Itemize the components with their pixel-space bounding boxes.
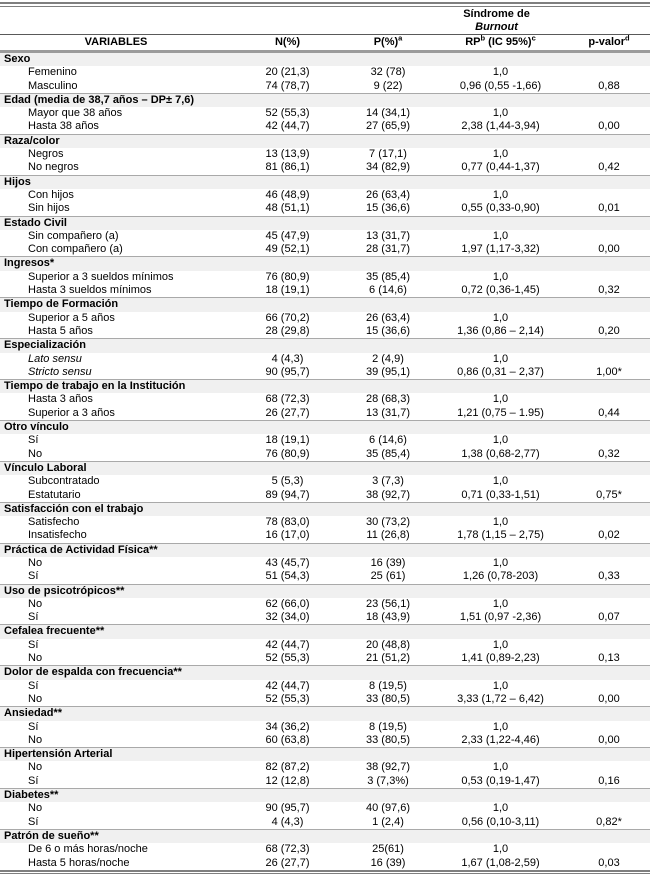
pvalue-cell [568,66,650,79]
pvalue-cell: 0,20 [598,324,620,337]
table-row [0,611,650,625]
table-row [0,721,650,734]
variable-cell: Superior a 3 años [28,406,115,419]
p-cell: 28 (31,7) [365,243,411,256]
table-row [0,230,650,243]
pvalue-cell [568,802,650,815]
spanning-header-spacer [0,7,343,35]
n-cell: 32 (34,0) [265,611,310,624]
p-cell: 27 (65,9) [365,120,411,133]
section-label: Estado Civil [0,216,650,230]
n-cell: 51 (54,3) [265,570,310,583]
p-cell: 26 (63,4) [365,188,411,201]
variable-cell: Mayor que 38 años [28,107,123,120]
section-label: Uso de psicotrópicos** [0,584,650,598]
table-row [0,80,650,94]
p-cell: 8 (19,5) [369,679,407,692]
pvalue-cell: 0,42 [598,161,620,174]
rp-cell: 0,72 (0,36-1,45) [461,284,540,297]
section-header-row [0,93,650,107]
variable-cell: Subcontratado [28,475,100,488]
pvalue-cell [568,107,650,120]
variable-cell: Sí [28,774,39,787]
n-cell: 62 (66,0) [265,597,310,610]
variable-cell: Sí [28,570,39,583]
section-header-row [0,748,650,762]
section-header-row [0,421,650,435]
p-cell: 33 (80,5) [365,733,411,746]
pvalue-cell: 0,01 [598,202,620,215]
pvalue-cell [568,843,650,856]
rp-cell: 0,71 (0,33-1,51) [461,488,540,501]
rp-cell: 1,26 (0,78-203) [462,570,539,583]
table-row [0,598,650,611]
pvalue-cell [568,230,650,243]
rp-cell: 2,33 (1,22-4,46) [461,733,540,746]
section-label: Ansiedad** [0,707,650,721]
p-cell: 16 (39) [370,856,406,869]
pvalue-cell: 0,33 [598,570,620,583]
n-cell: 42 (44,7) [265,679,310,692]
pvalue-cell [568,393,650,406]
table-row [0,529,650,543]
n-cell: 74 (78,7) [265,79,310,92]
n-cell: 16 (17,0) [265,529,310,542]
variable-cell: No [28,733,43,746]
p-cell: 14 (34,1) [365,107,411,120]
pvalue-cell [568,271,650,284]
section-label: Práctica de Actividad Física** [0,543,650,557]
table-row [0,652,650,666]
n-cell: 90 (95,7) [265,802,310,815]
pvalue-cell: 0,02 [598,529,620,542]
p-cell: 8 (19,5) [369,720,407,733]
variable-cell: Negros [28,148,64,161]
pvalue-cell: 1,00* [596,365,622,378]
variable-cell: Sí [28,815,39,828]
table-row [0,189,650,202]
section-label: Patrón de sueño** [0,829,650,843]
rp-cell: 0,86 (0,31 – 2,37) [457,365,544,378]
variable-cell: Sin hijos [28,202,70,215]
n-cell: 4 (4,3) [271,352,304,365]
table-bottom-double-rule [0,870,650,874]
burnout-table [0,7,650,870]
pvalue-cell: 0,32 [598,447,620,460]
table-row [0,516,650,529]
table-row [0,243,650,257]
p-cell: 16 (39) [370,556,406,569]
p-cell: 15 (36,6) [365,202,411,215]
rp-cell: 1,0 [492,556,509,569]
variable-cell: Sí [28,679,39,692]
p-cell: 1 (2,4) [372,815,404,828]
rp-cell: 1,51 (0,97 -2,36) [459,611,542,624]
section-label: Diabetes** [0,789,650,803]
pvalue-cell: 0,44 [598,406,620,419]
section-header-row [0,339,650,353]
n-cell: 5 (5,3) [271,475,304,488]
pvalue-cell [568,353,650,366]
rp-cell: 0,56 (0,10-3,11) [461,815,540,828]
pvalue-cell: 0,00 [598,243,620,256]
variable-cell: No [28,597,43,610]
p-cell: 40 (97,6) [365,802,411,815]
section-label: Otro vínculo [0,421,650,435]
p-cell: 34 (82,9) [365,161,411,174]
pvalue-cell [568,557,650,570]
n-cell: 76 (80,9) [265,447,310,460]
variable-cell: Masculino [28,79,78,92]
column-header-pvalue: p-valor$^d$ [568,35,650,52]
variable-cell: Superior a 3 sueldos mínimos [28,270,174,283]
n-cell: 90 (95,7) [265,365,310,378]
p-cell: 38 (92,7) [365,761,411,774]
table-row [0,161,650,175]
column-header-p: P(%)$^a$ [343,35,433,52]
p-cell: 11 (26,8) [366,529,410,542]
rp-cell: 1,0 [492,352,509,365]
n-cell: 26 (27,7) [265,856,310,869]
p-cell: 3 (7,3) [372,475,404,488]
n-cell: 76 (80,9) [265,270,310,283]
section-header-row [0,52,650,67]
rp-cell: 1,0 [492,188,509,201]
rp-cell: 0,55 (0,33-0,90) [461,202,540,215]
rp-cell: 0,53 (0,19-1,47) [461,774,540,787]
table-row [0,857,650,870]
table-row [0,680,650,693]
pvalue-cell: 0,75* [596,488,622,501]
table-row [0,366,650,380]
table-row [0,775,650,789]
spanning-header-line2: Burnout [475,20,518,33]
section-header-row [0,584,650,598]
p-cell: 6 (14,6) [369,284,407,297]
section-header-row [0,829,650,843]
n-cell: 52 (55,3) [265,692,310,705]
variable-cell: Hasta 3 años [28,393,93,406]
pvalue-cell [568,312,650,325]
n-cell: 20 (21,3) [265,66,310,79]
table-row [0,557,650,570]
rp-cell: 1,0 [492,66,509,79]
p-cell: 2 (4,9) [372,352,404,365]
section-header-row [0,502,650,516]
pvalue-cell: 0,13 [598,652,620,665]
p-cell: 39 (95,1) [365,365,411,378]
table-row [0,570,650,584]
table-row [0,284,650,298]
p-cell: 15 (36,6) [365,324,411,337]
pvalue-cell: 0,16 [598,774,620,787]
section-label: Raza/color [0,134,650,148]
rp-cell: 1,38 (0,68-2,77) [461,447,540,460]
rp-cell: 1,0 [492,638,509,651]
column-header-variables: VARIABLES [0,35,232,52]
table-row [0,353,650,366]
p-cell: 6 (14,6) [369,434,407,447]
rp-cell: 1,0 [492,311,509,324]
table-row [0,107,650,120]
p-cell: 26 (63,4) [365,311,411,324]
section-label: Vínculo Laboral [0,461,650,475]
pvalue-cell [568,761,650,774]
variable-cell: No [28,802,43,815]
rp-cell: 1,0 [492,475,509,488]
column-header-n: N(%) [232,35,343,52]
p-cell: 28 (68,3) [365,393,411,406]
rp-cell: 1,0 [492,434,509,447]
pvalue-cell [568,434,650,447]
spanning-header-row [0,7,650,35]
section-label: Hipertensión Arterial [0,748,650,762]
pvalue-cell [568,721,650,734]
table-row [0,434,650,447]
n-cell: 52 (55,3) [265,652,310,665]
n-cell: 68 (72,3) [265,393,310,406]
variable-cell: No [28,447,43,460]
variable-cell: No [28,652,43,665]
n-cell: 4 (4,3) [271,815,304,828]
section-header-row [0,134,650,148]
variable-cell: No [28,761,43,774]
pvalue-cell [568,475,650,488]
pvalue-cell: 0,07 [598,611,620,624]
pvalue-cell: 0,00 [598,692,620,705]
p-cell: 25(61) [372,843,404,856]
p-cell: 3 (7,3%) [367,774,409,787]
column-header-rp: $RP^b$ (IC 95%)$^c$ [433,35,568,52]
pvalue-cell: 0,03 [598,856,620,869]
table-row [0,734,650,748]
section-label: Sexo [0,52,650,67]
section-label: Cefalea frecuente** [0,625,650,639]
n-cell: 49 (52,1) [265,243,310,256]
table-row [0,325,650,339]
table-row [0,761,650,774]
pvalue-cell [568,148,650,161]
variable-cell: Hasta 5 años [28,324,93,337]
variable-cell: Hasta 5 horas/noche [28,856,130,869]
p-cell: 35 (85,4) [365,270,411,283]
pvalue-cell [568,639,650,652]
rp-cell: 3,33 (1,72 – 6,42) [457,692,544,705]
rp-cell: 1,0 [492,802,509,815]
n-cell: 68 (72,3) [265,843,310,856]
table-row [0,312,650,325]
variable-cell: Femenino [28,66,77,79]
table-row [0,475,650,488]
rp-cell: 0,77 (0,44-1,37) [461,161,540,174]
rp-cell: 1,0 [492,761,509,774]
section-header-row [0,175,650,189]
section-header-row [0,625,650,639]
rp-cell: 2,38 (1,44-3,94) [461,120,540,133]
section-header-row [0,380,650,394]
variable-cell: Hasta 38 años [28,120,99,133]
p-cell: 33 (80,5) [365,692,411,705]
n-cell: 42 (44,7) [265,120,310,133]
rp-cell: 1,0 [492,597,509,610]
superscript-a: a [398,33,403,43]
table-row [0,393,650,406]
variable-cell: No [28,556,43,569]
rp-cell: 0,96 (0,55 -1,66) [459,79,542,92]
variable-cell: Superior a 5 años [28,311,115,324]
table-row [0,448,650,462]
table-row [0,693,650,707]
pvalue-cell: 0,32 [598,284,620,297]
column-header-row [0,35,650,52]
table-body [0,52,650,870]
variable-cell: Satisfecho [28,516,80,529]
pvalue-cell: 0,82* [596,815,622,828]
n-cell: 82 (87,2) [265,761,310,774]
variable-cell: De 6 o más horas/noche [28,843,148,856]
section-label: Dolor de espalda con frecuencia** [0,666,650,680]
section-label: Hijos [0,175,650,189]
table-header [0,7,650,52]
rp-cell: 1,0 [492,148,509,161]
n-cell: 34 (36,2) [265,720,310,733]
section-label: Edad (media de 38,7 años – DP± 7,6) [0,93,650,107]
section-header-row [0,543,650,557]
n-cell: 89 (94,7) [265,488,310,501]
pvalue-cell [568,680,650,693]
pvalue-cell [568,516,650,529]
table-row [0,148,650,161]
pvalue-cell: 0,00 [598,733,620,746]
rp-cell: 1,78 (1,15 – 2,75) [457,529,544,542]
p-cell: 38 (92,7) [365,488,411,501]
rp-cell: 1,21 (0,75 – 1.95) [457,406,544,419]
variable-cell: Sí [28,434,39,447]
n-cell: 46 (48,9) [265,188,310,201]
p-cell: 7 (17,1) [369,148,407,161]
table-row [0,816,650,830]
superscript-d: d [625,33,630,43]
table-row [0,639,650,652]
variable-cell: Sin compañero (a) [28,229,119,242]
p-cell: 13 (31,7) [365,406,411,419]
variable-cell: Con hijos [28,188,74,201]
section-header-row [0,257,650,271]
rp-cell: 1,41 (0,89-2,23) [461,652,540,665]
superscript-c: c [531,33,536,43]
section-label: Tiempo de Formación [0,298,650,312]
rp-cell: 1,97 (1,17-3,32) [461,243,540,256]
section-label: Especialización [0,339,650,353]
variable-cell: No [28,692,43,705]
rp-cell: 1,67 (1,08-2,59) [461,856,540,869]
n-cell: 42 (44,7) [265,638,310,651]
table-row [0,489,650,503]
table-row [0,843,650,856]
pvalue-cell [568,598,650,611]
variable-cell: No negros [28,161,79,174]
rp-cell: 1,0 [492,679,509,692]
table-row [0,202,650,216]
section-header-row [0,216,650,230]
n-cell: 28 (29,8) [265,324,310,337]
n-cell: 26 (27,7) [265,406,310,419]
section-header-row [0,707,650,721]
p-cell: 20 (48,8) [365,638,411,651]
pvalue-cell [568,189,650,202]
section-header-row [0,666,650,680]
table-row [0,407,650,421]
rp-cell: 1,0 [492,107,509,120]
pvalue-cell: 0,88 [598,79,620,92]
rp-cell: 1,36 (0,86 – 2,14) [457,324,544,337]
p-cell: 30 (73,2) [365,516,411,529]
variable-cell: Sí [28,720,39,733]
variable-cell: Insatisfecho [28,529,87,542]
section-header-row [0,298,650,312]
n-cell: 60 (63,8) [265,733,310,746]
p-cell: 35 (85,4) [365,447,411,460]
section-label: Ingresos* [0,257,650,271]
n-cell: 45 (47,9) [265,229,310,242]
table-row [0,271,650,284]
rp-cell: 1,0 [492,720,509,733]
n-cell: 66 (70,2) [265,311,310,324]
p-cell: 32 (78) [370,66,406,79]
table-row [0,66,650,79]
n-cell: 52 (55,3) [265,107,310,120]
section-label: Satisfacción con el trabajo [0,502,650,516]
p-cell: 21 (51,2) [365,652,411,665]
section-header-row [0,461,650,475]
variable-cell: Lato sensu [28,352,82,365]
section-header-row [0,789,650,803]
n-cell: 48 (51,1) [265,202,310,215]
p-cell: 18 (43,9) [365,611,411,624]
n-cell: 81 (86,1) [265,161,310,174]
pvalue-cell: 0,00 [598,120,620,133]
rp-cell: 1,0 [492,843,509,856]
n-cell: 13 (13,9) [265,148,310,161]
p-cell: 23 (56,1) [365,597,411,610]
rp-cell: 1,0 [492,270,509,283]
spanning-header-line1: Síndrome de [463,7,530,20]
superscript-b: b [480,33,486,43]
n-cell: 18 (19,1) [265,434,310,447]
p-cell: 25 (61) [370,570,406,583]
section-label: Tiempo de trabajo en la Institución [0,380,650,394]
variable-cell: Stricto sensu [28,365,92,378]
variable-cell: Sí [28,638,39,651]
table-row [0,802,650,815]
rp-cell: 1,0 [492,393,509,406]
variable-cell: Hasta 3 sueldos mínimos [28,284,152,297]
n-cell: 43 (45,7) [265,556,310,569]
rp-cell: 1,0 [492,229,509,242]
n-cell: 78 (83,0) [265,516,310,529]
p-cell: 9 (22) [373,79,403,92]
p-cell: 13 (31,7) [365,229,411,242]
spanning-header-cell [343,7,650,35]
n-cell: 18 (19,1) [265,284,310,297]
table-row [0,120,650,134]
variable-cell: Sí [28,611,39,624]
rp-cell: 1,0 [492,516,509,529]
variable-cell: Estatutario [28,488,81,501]
variable-cell: Con compañero (a) [28,243,123,256]
n-cell: 12 (12,8) [265,774,310,787]
